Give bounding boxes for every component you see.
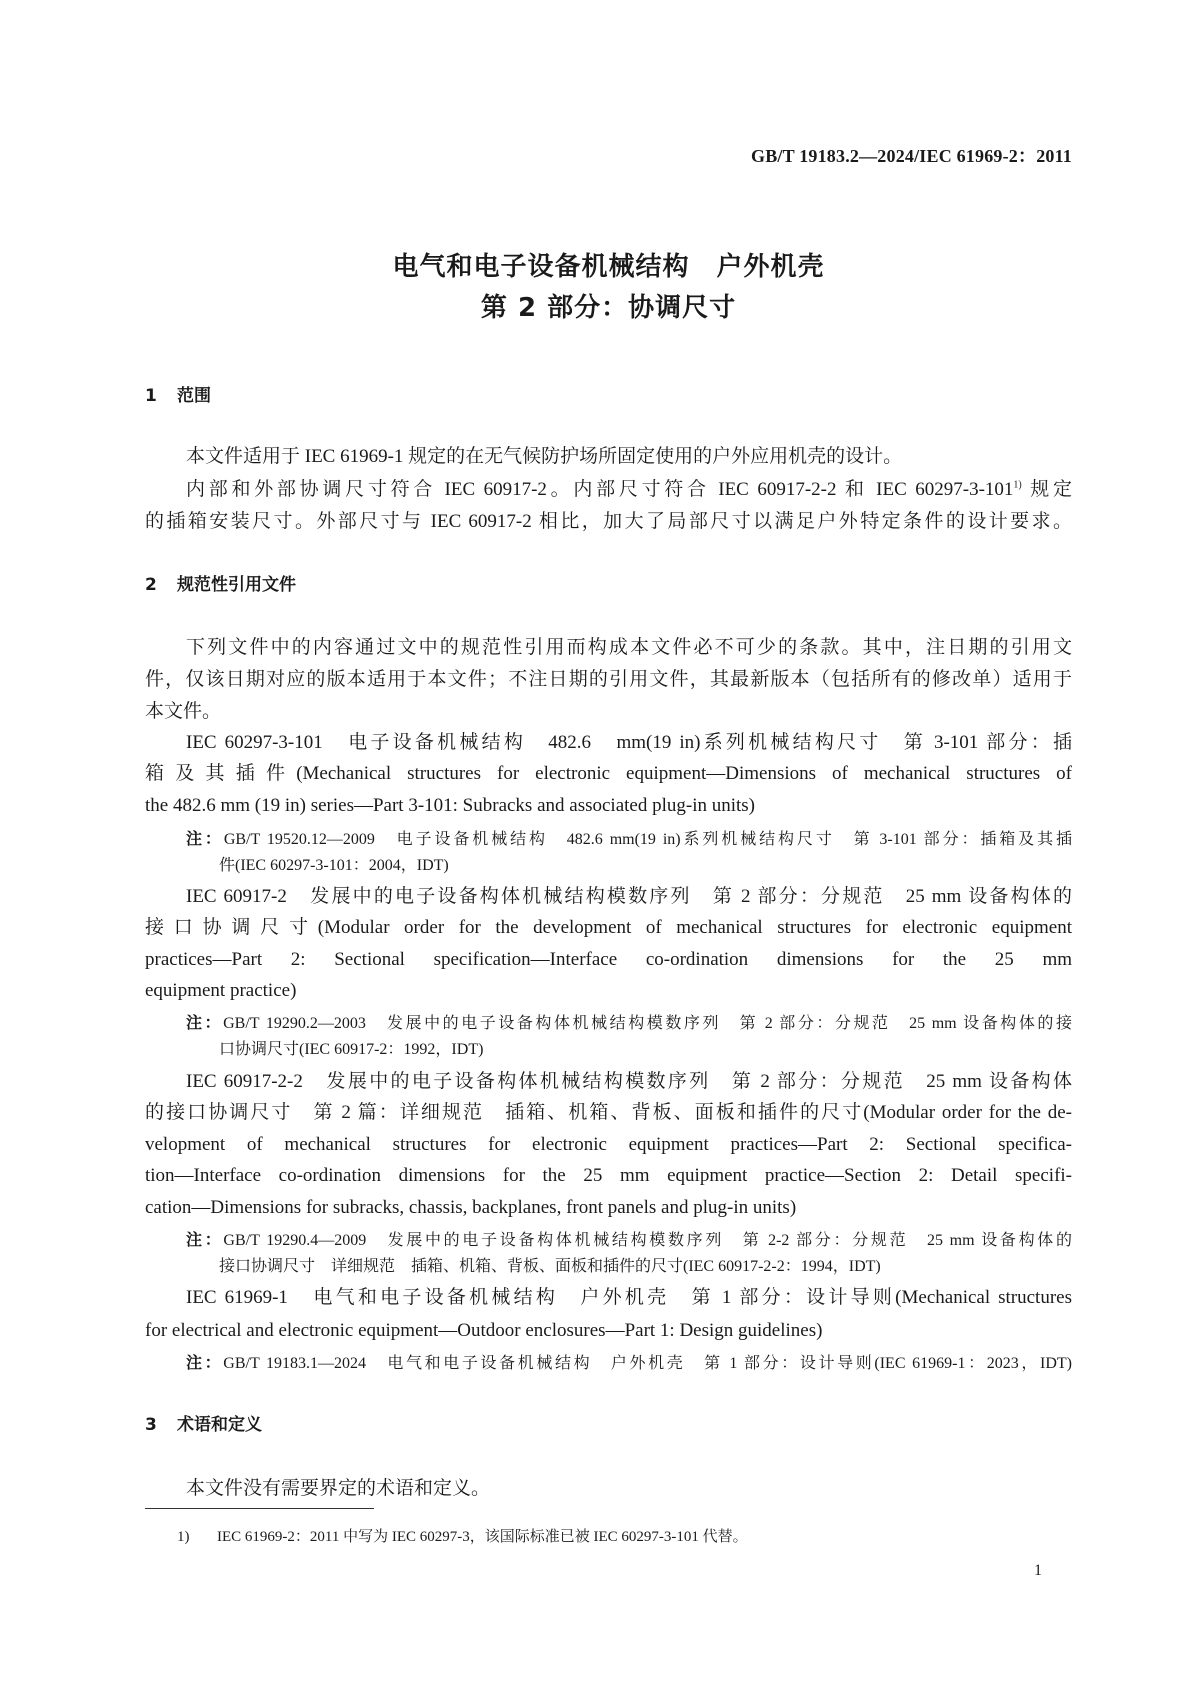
line-text: 接口协调尺寸(Modular order for the development of mechanical structures for electronic equipment xyxy=(145,917,1072,938)
line-text: equipment practice) xyxy=(145,980,297,1001)
line-text: GB/T 19290.2—2003 发展中的电子设备构体机械结构模数序列 第 2 部分：分规范 25 mm 设备构体的接 xyxy=(223,1015,1072,1032)
footnote-text: IEC 61969-2：2011 中写为 IEC 60297-3，该国际标准已被 IEC 60297-3-101 代替。 xyxy=(217,1529,748,1545)
section-title: 范围 xyxy=(177,386,211,406)
line-text: IEC 60297-3-101 电子设备机械结构 482.6 mm(19 in)系列机械结构尺寸 第 3-101 部分：插 xyxy=(186,732,1072,753)
paragraph-line xyxy=(145,944,1072,976)
line-text: for electrical and electronic equipment—Outdoor enclosures—Part 1: Design guidelines) xyxy=(145,1320,823,1341)
document-subtitle: 第 2 部分：协调尺寸 xyxy=(480,293,737,323)
paragraph-line xyxy=(186,881,1072,913)
line-text: IEC 61969-1 电气和电子设备机械结构 户外机壳 第 1 部分：设计导则(Mechanical structures xyxy=(186,1287,1072,1308)
paragraph-line xyxy=(186,1473,1072,1505)
line-text: 件(IEC 60297-3-101：2004，IDT) xyxy=(219,857,449,874)
section-heading-normative-references xyxy=(145,573,296,597)
note-label: 注： xyxy=(186,1230,224,1249)
footnote-marker: 1) xyxy=(177,1529,190,1545)
note-line xyxy=(186,1009,1072,1037)
line-text: 件，仅该日期对应的版本适用于本文件；不注日期的引用文件，其最新版本（包括所有的修改单）适用于 xyxy=(145,669,1072,690)
document-title: 电气和电子设备机械结构 户外机壳 xyxy=(392,252,825,282)
paragraph-line xyxy=(145,1160,1072,1192)
line-text: 的插箱安装尺寸。外部尺寸与 IEC 60917-2 相比，加大了局部尺寸以满足户外特定条件的设计要求。 xyxy=(145,511,1072,532)
note-line xyxy=(186,1349,1072,1377)
section-number: 1 xyxy=(145,386,157,406)
line-text: 下列文件中的内容通过文中的规范性引用而构成本文件必不可少的条款。其中，注日期的引用文 xyxy=(186,637,1072,658)
note-label: 注： xyxy=(186,1353,224,1372)
note-line xyxy=(219,1036,1072,1064)
footnote-divider xyxy=(145,1508,374,1509)
line-text: 箱及其插件(Mechanical structures for electronic equipment—Dimensions of mechanical structures of xyxy=(145,763,1072,784)
paragraph-line xyxy=(186,632,1072,664)
note-line xyxy=(219,852,1072,880)
section-title: 术语和定义 xyxy=(177,1415,262,1435)
paragraph-line xyxy=(145,696,1072,728)
line-text: velopment of mechanical structures for electronic equipment practices—Part 2: Sectional specifica- xyxy=(145,1134,1072,1155)
line-text: 口协调尺寸(IEC 60917-2：1992，IDT) xyxy=(219,1041,484,1058)
paragraph-line xyxy=(145,975,1072,1007)
paragraph-line xyxy=(145,1097,1072,1129)
line-text: GB/T 19290.4—2009 发展中的电子设备构体机械结构模数序列 第 2-2 部分：分规范 25 mm 设备构体的 xyxy=(223,1232,1072,1249)
footnote-reference: 1) xyxy=(1013,479,1022,491)
paragraph-line xyxy=(145,664,1072,696)
note-label: 注： xyxy=(186,829,224,848)
section-number: 2 xyxy=(145,575,157,595)
paragraph-line xyxy=(145,790,1072,822)
line-text: 的接口协调尺寸 第 2 篇：详细规范 插箱、机箱、背板、面板和插件的尺寸(Modular order for the de- xyxy=(145,1102,1072,1123)
paragraph-line xyxy=(186,474,1072,506)
section-heading-scope xyxy=(145,384,211,408)
paragraph-line xyxy=(145,758,1072,790)
note-line xyxy=(186,1226,1072,1254)
section-heading-terms xyxy=(145,1413,262,1437)
section-title: 规范性引用文件 xyxy=(177,575,296,595)
paragraph-line xyxy=(145,1315,1072,1347)
line-text: practices—Part 2: Sectional specification—Interface co-ordination dimensions for the 25 mm xyxy=(145,949,1072,970)
line-text: 内部和外部协调尺寸符合 IEC 60917-2。内部尺寸符合 IEC 60917-2-2 和 IEC 60297-3-101 xyxy=(186,479,1014,500)
line-text: 本文件适用于 IEC 61969-1 规定的在无气候防护场所固定使用的户外应用机壳的设计。 xyxy=(186,446,903,467)
line-text: GB/T 19520.12—2009 电子设备机械结构 482.6 mm(19 in)系列机械结构尺寸 第 3-101 部分：插箱及其插 xyxy=(223,831,1072,848)
paragraph-line xyxy=(145,1192,1072,1224)
line-text: tion—Interface co-ordination dimensions for the 25 mm equipment practice—Section 2: Detail specifi- xyxy=(145,1165,1072,1186)
page-number: 1 xyxy=(1034,1562,1042,1579)
line-text: cation—Dimensions for subracks, chassis, backplanes, front panels and plug-in units) xyxy=(145,1197,797,1218)
paragraph-line xyxy=(186,1066,1072,1098)
line-text: the 482.6 mm (19 in) series—Part 3-101: Subracks and associated plug-in units) xyxy=(145,795,756,816)
standard-number: GB/T 19183.2—2024/IEC 61969-2：2011 xyxy=(751,146,1072,166)
line-text: 接口协调尺寸 详细规范 插箱、机箱、背板、面板和插件的尺寸(IEC 60917-2-2：1994，IDT) xyxy=(219,1258,881,1275)
paragraph-line xyxy=(186,1282,1072,1314)
line-text: IEC 60917-2-2 发展中的电子设备构体机械结构模数序列 第 2 部分：分规范 25 mm 设备构体 xyxy=(186,1071,1072,1092)
line-text: 本文件没有需要界定的术语和定义。 xyxy=(186,1478,491,1499)
paragraph-line xyxy=(186,727,1072,759)
note-line xyxy=(219,1253,1072,1281)
paragraph-line xyxy=(145,1129,1072,1161)
line-text: GB/T 19183.1—2024 电气和电子设备机械结构 户外机壳 第 1 部分：设计导则(IEC 61969-1：2023，IDT) xyxy=(223,1355,1072,1372)
line-text: 本文件。 xyxy=(145,701,222,722)
paragraph-line xyxy=(186,441,1072,473)
paragraph-line xyxy=(145,912,1072,944)
line-text: IEC 60917-2 发展中的电子设备构体机械结构模数序列 第 2 部分：分规范 25 mm 设备构体的 xyxy=(186,886,1072,907)
paragraph-line xyxy=(145,506,1072,538)
note-label: 注： xyxy=(186,1013,224,1032)
line-text: 规定 xyxy=(1021,479,1072,500)
note-line xyxy=(186,825,1072,853)
section-number: 3 xyxy=(145,1415,157,1435)
